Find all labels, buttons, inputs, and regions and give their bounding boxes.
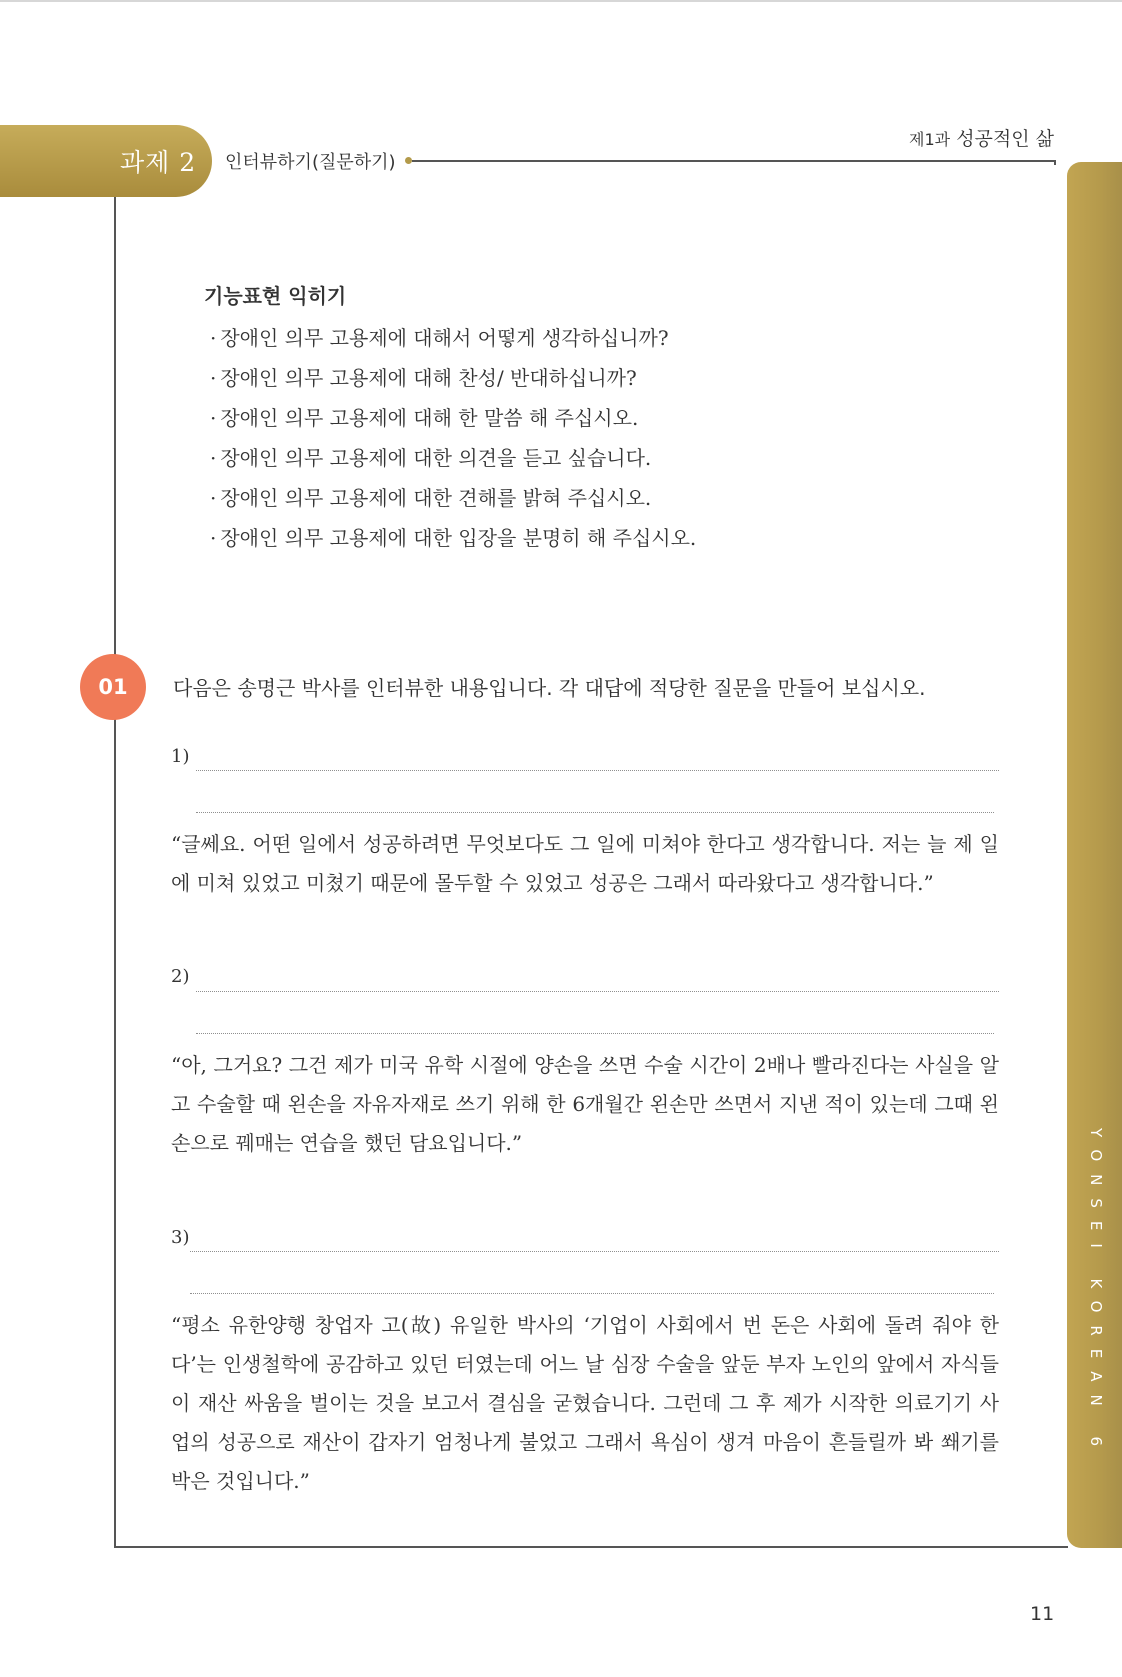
expressions-list (210, 318, 696, 558)
frame-bottom-rule (114, 1546, 1068, 1548)
expression-item: · 장애인 의무 고용제에 대한 의견을 듣고 싶습니다. (210, 438, 696, 478)
frame-corner (1054, 160, 1056, 165)
task-subtitle: 인터뷰하기(질문하기) (225, 152, 396, 173)
answer-number: 1) (171, 746, 190, 767)
interview-answer: “글쎄요. 어떤 일에서 성공하려면 무엇보다도 그 일에 미쳐야 한다고 생각합니다. 저는 늘 제 일에 미쳐 있었고 미쳤기 때문에 몰두할 수 있었고 성공은 그래서 따라왔다고 생각합니다.” (171, 832, 999, 895)
lesson-number: 제1과 (909, 130, 951, 149)
task-label: 과제 2 (120, 148, 197, 177)
expression-item: · 장애인 의무 고용제에 대해 찬성/ 반대하십니까? (210, 358, 696, 398)
expression-item: · 장애인 의무 고용제에 대한 입장을 분명히 해 주십시오. (210, 518, 696, 558)
answer-line[interactable] (196, 1033, 994, 1034)
lesson-header (909, 124, 1054, 151)
expression-item: · 장애인 의무 고용제에 대한 견해를 밝혀 주십시오. (210, 478, 696, 518)
expressions-title: 기능표현 익히기 (204, 284, 347, 308)
question-number-badge: 01 (80, 654, 146, 720)
question-instruction: 다음은 송명근 박사를 인터뷰한 내용입니다. 각 대답에 적당한 질문을 만들어 보십시오. (173, 676, 926, 700)
header-rule (412, 160, 1056, 162)
answer-number: 2) (171, 966, 190, 987)
interview-answer: “아, 그거요? 그건 제가 미국 유학 시절에 양손을 쓰면 수술 시간이 2배나 빨라진다는 사실을 알고 수술할 때 왼손을 자유자재로 쓰기 위해 한 6개월간 왼손만 쓰면서 지낸 적이 있는데 그때 왼손으로 꿰매는 연습을 했던 담요입니다.” (171, 1053, 999, 1155)
task-tab (0, 125, 212, 197)
expression-item: · 장애인 의무 고용제에 대해서 어떻게 생각하십니까? (210, 318, 696, 358)
page-number: 11 (1030, 1603, 1055, 1625)
answer-line[interactable] (190, 1293, 994, 1294)
expression-item: · 장애인 의무 고용제에 대해 한 말씀 해 주십시오. (210, 398, 696, 438)
interview-answer: “평소 유한양행 창업자 고(故) 유일한 박사의 ‘기업이 사회에서 번 돈은 사회에 돌려 줘야 한다’는 인생철학에 공감하고 있던 터였는데 어느 날 심장 수술을 앞둔 부자 노인의 앞에서 자식들이 재산 싸움을 벌이는 것을 보고서 결심을 굳혔습니다. 그런데 그 후 제가 시작한 의료기기 사업의 성공으로 재산이 갑자기 엄청나게 불었고 그래서 욕심이 생겨 마음이 흔들릴까 봐 쐐기를 박은 것입니다.” (171, 1313, 999, 1493)
frame-left-rule (114, 197, 116, 1547)
bullet-dot-icon (405, 157, 412, 164)
lesson-title: 성공적인 삶 (956, 128, 1054, 150)
side-tab-text: YONSEI KOREAN 6 (1087, 1128, 1105, 1460)
answer-line[interactable] (196, 812, 994, 813)
answer-line[interactable] (196, 991, 999, 992)
answer-number: 3) (171, 1227, 190, 1248)
page-top-edge (0, 0, 1122, 2)
answer-line[interactable] (190, 1251, 999, 1252)
answer-line[interactable] (196, 770, 999, 771)
